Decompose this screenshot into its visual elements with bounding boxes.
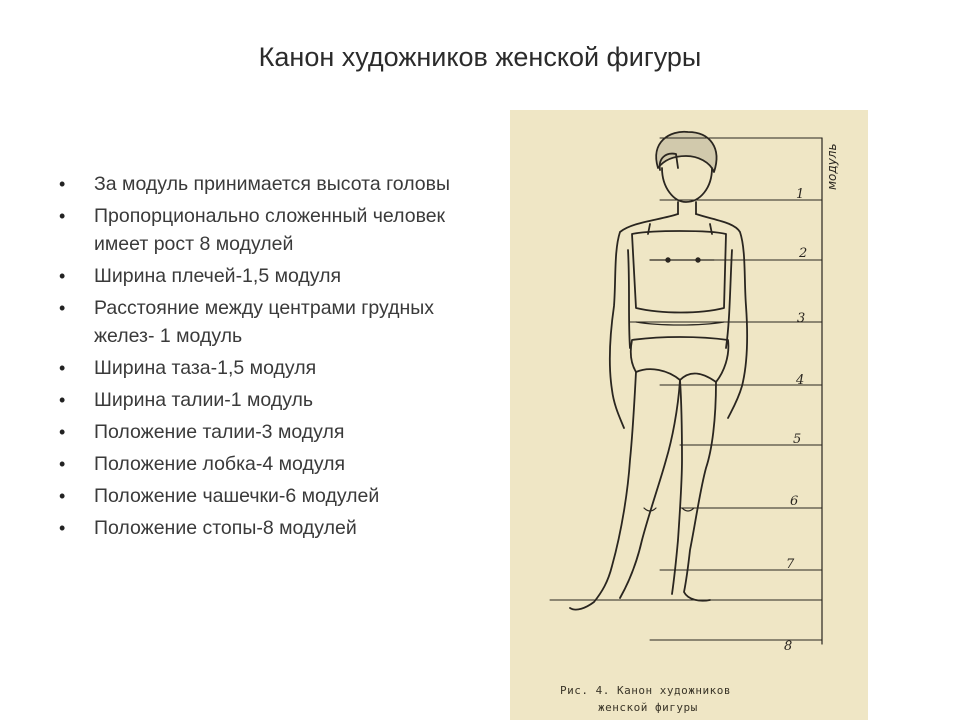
bullet-text: Расстояние между центрами грудных желез- 1 модуль bbox=[94, 297, 435, 347]
module-number: 8 bbox=[784, 639, 793, 654]
bullet-text: Ширина таза-1,5 модуля bbox=[94, 357, 317, 379]
scale-label: модуль bbox=[825, 143, 839, 190]
bullet-item bbox=[56, 294, 456, 350]
bullet-text: Положение чашечки-6 модулей bbox=[94, 485, 380, 507]
bullet-dot-icon: • bbox=[59, 390, 66, 410]
bullet-dot-icon: • bbox=[59, 298, 66, 318]
slide-title: Канон художников женской фигуры bbox=[258, 42, 702, 72]
figure-illustration bbox=[510, 110, 868, 720]
bullet-text: Пропорционально сложенный человек имеет рост 8 модулей bbox=[94, 205, 446, 255]
bullet-item bbox=[56, 386, 456, 414]
bullet-item bbox=[56, 482, 456, 510]
bullet-dot-icon: • bbox=[59, 206, 66, 226]
bullet-list bbox=[56, 170, 456, 546]
bullet-text: Положение лобка-4 модуля bbox=[94, 453, 346, 475]
module-number: 1 bbox=[796, 187, 805, 202]
bullet-dot-icon: • bbox=[59, 486, 66, 506]
module-number: 2 bbox=[799, 246, 808, 261]
module-number: 4 bbox=[796, 373, 805, 388]
caption-line: женской фигуры bbox=[598, 701, 698, 714]
bullet-item bbox=[56, 170, 456, 198]
bullet-text: Ширина талии-1 модуль bbox=[94, 389, 314, 411]
bullet-dot-icon: • bbox=[59, 454, 66, 474]
bullet-dot-icon: • bbox=[59, 518, 66, 538]
caption-line: Рис. 4. Канон художников bbox=[560, 684, 731, 697]
bullet-text: Положение стопы-8 модулей bbox=[94, 517, 357, 539]
bullet-text: За модуль принимается высота головы bbox=[94, 173, 451, 195]
bullet-item bbox=[56, 418, 456, 446]
bullet-dot-icon: • bbox=[59, 422, 66, 442]
bullet-dot-icon: • bbox=[59, 174, 66, 194]
female-figure bbox=[570, 132, 747, 610]
bullet-text: Ширина плечей-1,5 модуля bbox=[94, 265, 342, 287]
figure-caption bbox=[560, 682, 830, 716]
bullet-item bbox=[56, 354, 456, 382]
module-guide-lines bbox=[550, 138, 822, 640]
module-number: 5 bbox=[793, 432, 802, 447]
proportion-drawing bbox=[510, 110, 868, 720]
bullet-item bbox=[56, 450, 456, 478]
bullet-text: Положение талии-3 модуля bbox=[94, 421, 345, 443]
bullet-item bbox=[56, 202, 456, 258]
module-number: 3 bbox=[797, 311, 806, 326]
bullet-item bbox=[56, 262, 456, 290]
module-number: 6 bbox=[790, 494, 799, 509]
bullet-item bbox=[56, 514, 456, 542]
module-number: 7 bbox=[786, 557, 795, 572]
bullet-dot-icon: • bbox=[59, 266, 66, 286]
bullet-dot-icon: • bbox=[59, 358, 66, 378]
